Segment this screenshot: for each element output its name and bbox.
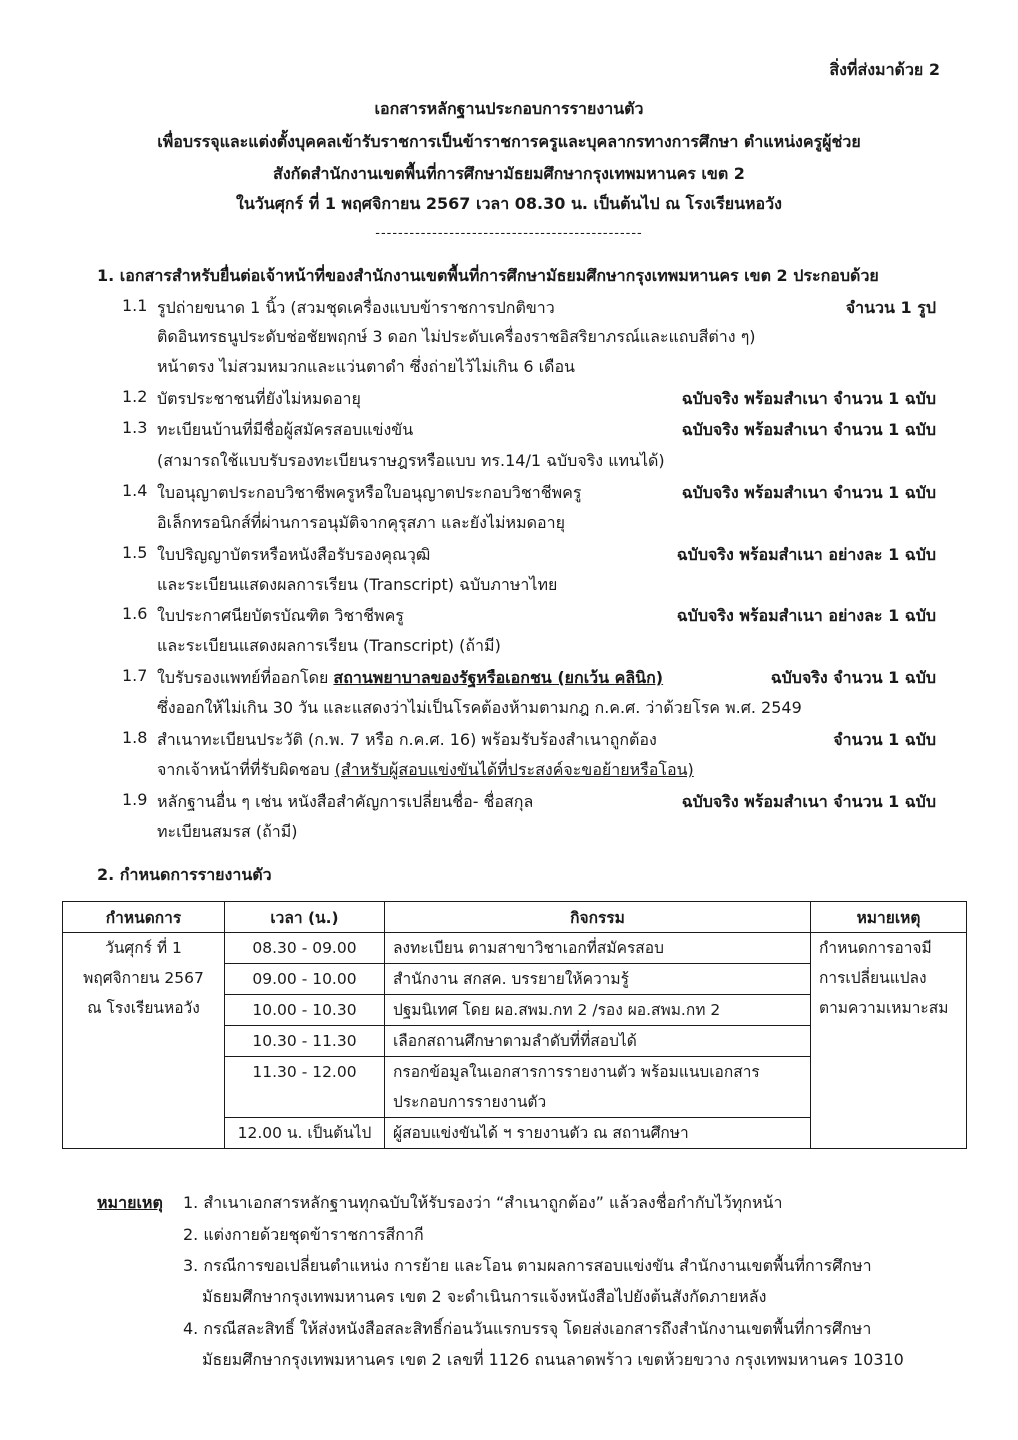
- column-header: เวลา (น.): [225, 902, 385, 933]
- date-cell: [63, 933, 225, 1149]
- item-quantity: จำนวน 1 ฉบับ: [833, 730, 936, 749]
- item-number: 1.4: [122, 481, 148, 500]
- item-text: หน้าตรง ไม่สวมหมวกและแว่นตาดำ ซึ่งถ่ายไว้ไม่เกิน 6 เดือน: [157, 357, 575, 376]
- remark-line: ตามความเหมาะสม: [819, 999, 949, 1017]
- item-quantity: จำนวน 1 รูป: [845, 298, 936, 317]
- note-item-continued: มัธยมศึกษากรุงเทพมหานคร เขต 2 เลขที่ 1126 ถนนลาดพร้าว เขตห้วยขวาง กรุงเทพมหานคร 10310: [202, 1350, 904, 1369]
- item-number: 1.6: [122, 604, 148, 623]
- column-header: หมายเหตุ: [811, 902, 967, 933]
- table-header-row: [63, 902, 967, 933]
- date-line: ณ โรงเรียนหอวัง: [87, 999, 200, 1017]
- time-cell: 10.30 - 11.30: [225, 1026, 385, 1057]
- date-line: วันศุกร์ ที่ 1: [105, 939, 182, 957]
- notes-label: หมายเหตุ: [97, 1193, 163, 1212]
- item-text: [157, 758, 694, 783]
- note-item: 3. กรณีการขอเปลี่ยนตำแหน่ง การย้าย และโอน ตามผลการสอบแข่งขัน สำนักงานเขตพื้นที่การศึกษา: [183, 1256, 872, 1275]
- item-quantity: ฉบับจริง จำนวน 1 ฉบับ: [770, 668, 936, 687]
- activity-cell: ลงทะเบียน ตามสาขาวิชาเอกที่สมัครสอบ: [385, 933, 811, 964]
- item-number: 1.5: [122, 543, 148, 562]
- item-quantity: ฉบับจริง พร้อมสำเนา จำนวน 1 ฉบับ: [681, 420, 936, 439]
- schedule-table: [62, 901, 967, 1149]
- item-number: 1.2: [122, 387, 148, 406]
- note-item: 1. สำเนาเอกสารหลักฐานทุกฉบับให้รับรองว่า “สำเนาถูกต้อง” แล้วลงชื่อกำกับไว้ทุกหน้า: [183, 1193, 783, 1212]
- remark-cell: [811, 933, 967, 1149]
- item-quantity: ฉบับจริง พร้อมสำเนา อย่างละ 1 ฉบับ: [676, 545, 936, 564]
- item-text-plain: ใบรับรองแพทย์ที่ออกโดย: [157, 668, 329, 687]
- note-item: 4. กรณีสละสิทธิ์ ให้ส่งหนังสือสละสิทธิ์ก่อนวันแรกบรรจุ โดยส่งเอกสารถึงสำนักงานเขตพื้นที่การศึกษา: [183, 1319, 872, 1338]
- item-text-plain: จากเจ้าหน้าที่ที่รับผิดชอบ: [157, 760, 330, 779]
- item-quantity: ฉบับจริง พร้อมสำเนา อย่างละ 1 ฉบับ: [676, 606, 936, 625]
- activity-cell: สำนักงาน สกสค. บรรยายให้ความรู้: [385, 964, 811, 995]
- table-row: [63, 933, 967, 964]
- item-text: [157, 666, 663, 691]
- transfer-condition: (สำหรับผู้สอบแข่งขันได้ที่ประสงค์จะขอย้ายหรือโอน): [334, 760, 694, 779]
- note-item: 2. แต่งกายด้วยชุดข้าราชการสีกากี: [183, 1225, 424, 1244]
- hospital-requirement: สถานพยาบาลของรัฐหรือเอกชน (ยกเว้น คลินิก): [333, 668, 664, 687]
- column-header: กิจกรรม: [385, 902, 811, 933]
- activity-line: กรอกข้อมูลในเอกสารการรายงานตัว พร้อมแนบเอกสาร: [393, 1063, 760, 1081]
- item-number: 1.8: [122, 728, 148, 747]
- remark-line: การเปลี่ยนแปลง: [819, 969, 927, 987]
- item-text: ซึ่งออกให้ไม่เกิน 30 วัน และแสดงว่าไม่เป็นโรคต้องห้ามตามกฎ ก.ค.ศ. ว่าด้วยโรค พ.ศ. 2549: [157, 698, 802, 717]
- item-text: (สามารถใช้แบบรับรองทะเบียนราษฎรหรือแบบ ทร.14/1 ฉบับจริง แทนได้): [157, 451, 665, 470]
- item-text: หลักฐานอื่น ๆ เช่น หนังสือสำคัญการเปลี่ยนชื่อ- ชื่อสกุล: [157, 792, 534, 811]
- item-text: ติดอินทรธนูประดับช่อชัยพฤกษ์ 3 ดอก ไม่ประดับเครื่องราชอิสริยาภรณ์และแถบสีต่าง ๆ): [157, 327, 756, 346]
- item-text: อิเล็กทรอนิกส์ที่ผ่านการอนุมัติจากคุรุสภา และยังไม่หมดอายุ: [157, 513, 565, 532]
- item-text: และระเบียนแสดงผลการเรียน (Transcript) (ถ้ามี): [157, 636, 501, 655]
- item-quantity: ฉบับจริง พร้อมสำเนา จำนวน 1 ฉบับ: [681, 483, 936, 502]
- header-divider: -----------------------------------------------: [375, 226, 643, 241]
- section2-title: 2. กำหนดการรายงานตัว: [97, 865, 272, 884]
- activity-cell: [385, 1057, 811, 1118]
- item-text: สำเนาทะเบียนประวัติ (ก.พ. 7 หรือ ก.ค.ศ. 16) พร้อมรับร้องสำเนาถูกต้อง: [157, 730, 657, 749]
- item-number: 1.3: [122, 418, 148, 437]
- date-line: พฤศจิกายน 2567: [83, 969, 204, 987]
- item-text: ใบอนุญาตประกอบวิชาชีพครูหรือใบอนุญาตประกอบวิชาชีพครู: [157, 483, 582, 502]
- column-header: กำหนดการ: [63, 902, 225, 933]
- doc-subtitle-1: เพื่อบรรจุและแต่งตั้งบุคคลเข้ารับราชการเป็นข้าราชการครูและบุคลากรทางการศึกษา ตำแหน่งครูผู้ช่วย: [157, 132, 861, 151]
- note-item-continued: มัธยมศึกษากรุงเทพมหานคร เขต 2 จะดำเนินการแจ้งหนังสือไปยังต้นสังกัดภายหลัง: [202, 1287, 767, 1306]
- doc-subtitle-3: ในวันศุกร์ ที่ 1 พฤศจิกายน 2567 เวลา 08.30 น. เป็นต้นไป ณ โรงเรียนหอวัง: [236, 194, 782, 213]
- remark-line: กำหนดการอาจมี: [819, 939, 932, 957]
- time-cell: 10.00 - 10.30: [225, 995, 385, 1026]
- item-number: 1.7: [122, 666, 148, 685]
- activity-cell: เลือกสถานศึกษาตามลำดับที่ที่สอบได้: [385, 1026, 811, 1057]
- time-cell: 08.30 - 09.00: [225, 933, 385, 964]
- doc-subtitle-2: สังกัดสำนักงานเขตพื้นที่การศึกษามัธยมศึกษากรุงเทพมหานคร เขต 2: [273, 164, 745, 183]
- item-quantity: ฉบับจริง พร้อมสำเนา จำนวน 1 ฉบับ: [681, 389, 936, 408]
- activity-cell: ผู้สอบแข่งขันได้ ฯ รายงานตัว ณ สถานศึกษา: [385, 1118, 811, 1149]
- activity-cell: ปฐมนิเทศ โดย ผอ.สพม.กท 2 /รอง ผอ.สพม.กท 2: [385, 995, 811, 1026]
- doc-title: เอกสารหลักฐานประกอบการรายงานตัว: [374, 99, 644, 118]
- attachment-label: สิ่งที่ส่งมาด้วย 2: [829, 60, 940, 79]
- item-text: ทะเบียนบ้านที่มีชื่อผู้สมัครสอบแข่งขัน: [157, 420, 414, 439]
- time-cell: 09.00 - 10.00: [225, 964, 385, 995]
- section1-title: 1. เอกสารสำหรับยื่นต่อเจ้าหน้าที่ของสำนักงานเขตพื้นที่การศึกษามัธยมศึกษากรุงเทพมหานคร เขต 2 ประกอบด้วย: [97, 266, 879, 285]
- activity-line: ประกอบการรายงานตัว: [393, 1093, 547, 1111]
- item-text: และระเบียนแสดงผลการเรียน (Transcript) ฉบับภาษาไทย: [157, 575, 558, 594]
- item-text: ทะเบียนสมรส (ถ้ามี): [157, 822, 298, 841]
- time-cell: 12.00 น. เป็นต้นไป: [225, 1118, 385, 1149]
- item-text: ใบปริญญาบัตรหรือหนังสือรับรองคุณวุฒิ: [157, 545, 431, 564]
- item-text: รูปถ่ายขนาด 1 นิ้ว (สวมชุดเครื่องแบบข้าราชการปกติขาว: [157, 298, 555, 317]
- item-number: 1.9: [122, 790, 148, 809]
- item-text: ใบประกาศนียบัตรบัณฑิต วิชาชีพครู: [157, 606, 404, 625]
- item-text: บัตรประชาชนที่ยังไม่หมดอายุ: [157, 389, 361, 408]
- item-quantity: ฉบับจริง พร้อมสำเนา จำนวน 1 ฉบับ: [681, 792, 936, 811]
- item-number: 1.1: [122, 296, 148, 315]
- time-cell: 11.30 - 12.00: [225, 1057, 385, 1118]
